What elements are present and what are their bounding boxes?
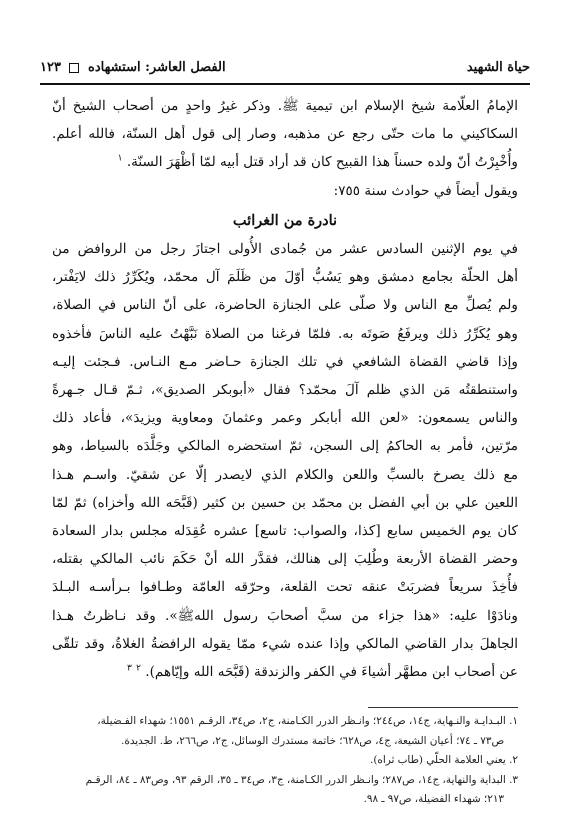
page-header (40, 58, 530, 82)
footnote-3: ٣. البداية والنهاية، ج١٤، ص٢٨٧؛ وانـظر الدرر الكـامنة، ج٣، ص٣٤ ـ ٣٥، الرقم ٩٣، وص٨٣ ـ ٨٤، الرقـم (85, 773, 518, 786)
text-line: في يوم الإثنين السادس عشر من جُمادى الأُولى اجتازَ رجل من الروافض من (52, 241, 518, 258)
text-line: الجاهلَ بدار القاضي المالكي وإذا عنده شيء ممّا يقوله الرافضةُ الغلاةُ، وقد تلقّى (52, 635, 518, 652)
text-line: الإمامُ العلّامة شيخ الإسلام ابن تيمية ﷺ. وذكر غيرُ واحدٍ من أصحاب الشيخ أنّ (52, 98, 518, 114)
text-line: ويقول أيضاً في حوادث سنة ٧٥٥: (333, 182, 518, 199)
body-text (52, 92, 518, 686)
footnotes (52, 712, 518, 810)
footnote-marker: ١ (117, 153, 123, 164)
text-line: فأُخِذَ سريعاً فضربَتْ عنقه تحت القلعة، وحرّقه العامّة وطـافوا بـرأسـه البـلدَ (52, 579, 518, 596)
text-line: مرّتين، فأمر به الحاكمُ إلى السجن، ثمّ استحضره المالكي وجَلَّدَه بالسياط، وهو (52, 438, 518, 455)
paragraph-3 (52, 235, 518, 686)
header-rule (40, 83, 530, 85)
section-title: نادرة من الغرائب (232, 211, 338, 229)
separator-square-icon (69, 63, 79, 73)
text-line: ولم يُصلِّ مع الناس ولا صلّى على الجنازة الحاضرة، على أنّ الناس في الصلاة، (52, 297, 518, 314)
footnote-rule (368, 707, 518, 708)
text-line: وهو يُكَرِّرُ ذلك ويرفَعُ صَوتَه به. فلمّا فرغنا من الصلاة نَبَّهْتُ عليه الناسَ فأخذوه (52, 325, 518, 342)
text-line: وإذا قاضي القضاة الشافعي في تلك الجنازة حـاضر مـع النـاس. فـجئت إليـه (52, 353, 518, 370)
text-line: مع ذلك يصرخ بالسبِّ واللعن والكلام الذي لايصدر إلّا عن شقيّ. واسـم هـذا (52, 466, 518, 483)
footnote-marker: ٢ (136, 663, 141, 674)
text-line: والناس يسمعون: «لعن الله أبابكر وعمر وعثمانَ ومعاوية ويزيدَ»، فأعاد ذلك (52, 410, 518, 427)
text-line: كان يوم الخميس سابع [كذا، والصواب: تاسع] عشره عُقِدَله مجلس بدار السعادة (52, 523, 518, 540)
footnote-2: ٢. يعني العلامة الحلّي (طاب ثراه). (370, 754, 518, 766)
footnote-1-cont: ص٧٣ ـ ٧٤؛ أعيان الشيعة، ج٤، ص٦٢٨؛ خاتمة مستدرك الوسائل، ج٢، ص٢٦٦، ط. الجديدة. (121, 734, 504, 747)
running-head (40, 60, 226, 75)
line-text: وأُخْبِرْتُ أنّ ولده حسناً هذا القبيح كان قد أراد قتل أبيه لمّا أظْهَرَ السنّة. (126, 154, 518, 171)
footnote-1: ١. البـدايـة والنـهاية، ج١٤، ص٢٤٤؛ وانـظر الدرر الكـامنة، ج٢، ص٣٤، الرقـم ١٥٥١؛ شهداء الفـضيلة، (97, 715, 518, 727)
book-title: حياة الشهيد (466, 60, 530, 75)
text-line: السكاكيني ما مات حتّى رجع عن مذهبه، وصار إلى قول أهل السنّة، فالله أعلم. (52, 126, 518, 143)
text-line: اللعين علي بن أبي الفضل بن محمّد بن حسين بن كثير (قَبَّحَه الله وأخزاه) ثمّ لمّا (52, 494, 518, 511)
paragraph-1 (52, 92, 518, 177)
page-number: ١٢٣ (40, 60, 61, 75)
text-line: واستنطقتُه مَن الذي ظلم آلَ محمّد؟ فقال «أبوبكر الصديق»، ثـمّ قـال جـهرةً (52, 382, 518, 399)
text-line: وحضر القضاة الأربعة وطُلِبَ إلى هنالك، فقدَّر الله أنْ حَكَمَ نائب المالكي بقتله، (52, 551, 518, 568)
footnote-marker: ٣ (126, 663, 132, 674)
text-line: أهل الحلّة بجامع دمشق وهو يَسُبُّ أوّلَ من ظَلَمَ آل محمّد، ويُكَرِّرُ ذلك لايَفْتر، (52, 269, 518, 286)
paragraph-2 (52, 177, 518, 205)
text-line: ونادَوْا عليه: «هذا جزاء من سبَّ أصحابَ رسول اللهﷺ». وقد نـاظرتُ هـذا (52, 607, 518, 624)
line-text: عن أصحاب ابن مطهَّر أشياءَ في الكفر والزندقة (قَبَّحَه الله وإيّاهم). (145, 664, 518, 681)
text-line (52, 148, 518, 176)
text-line (52, 658, 518, 686)
chapter-title: الفصل العاشر: استشهاده (88, 60, 226, 75)
footnote-3-cont: ٢١٣؛ شهداء الفضيلة، ص٩٧ ـ ٩٨. (363, 793, 504, 805)
